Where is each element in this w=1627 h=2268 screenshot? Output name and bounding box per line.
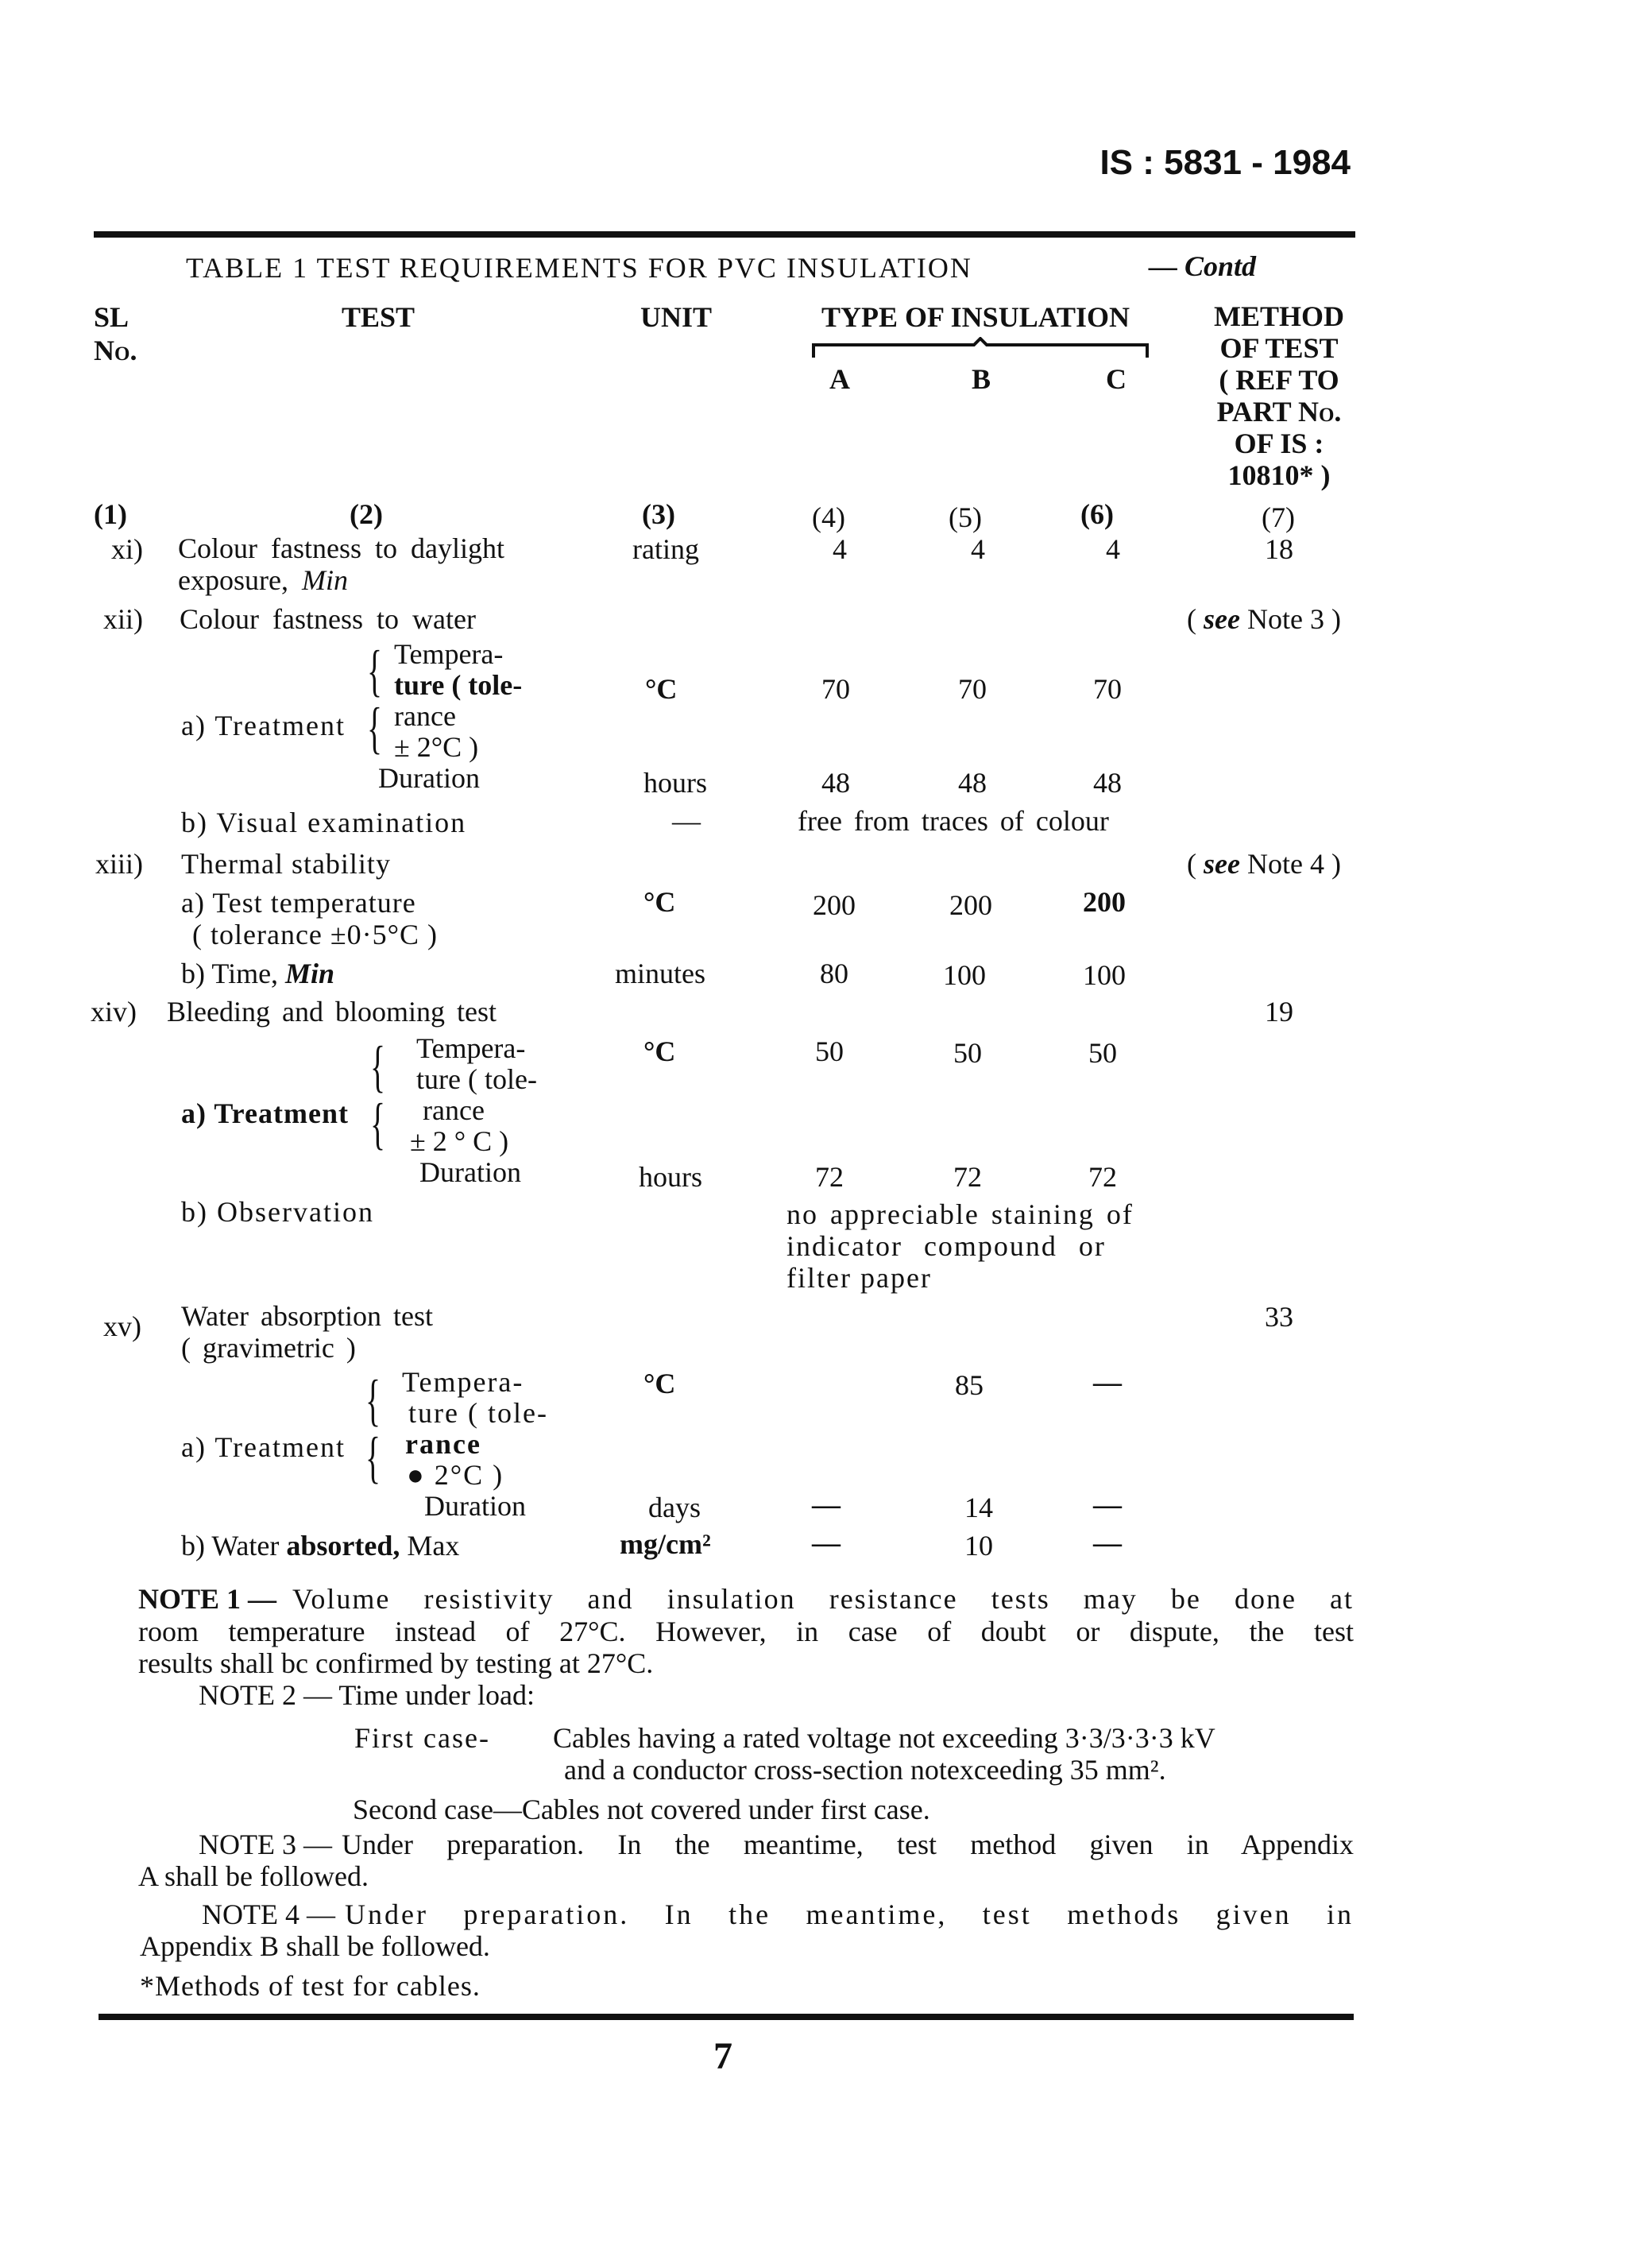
col-head-test: TEST (342, 301, 415, 333)
col-num-7: (7) (1262, 501, 1295, 533)
row-14-dur-unit: hours (639, 1161, 702, 1193)
top-rule (94, 231, 1355, 238)
row-15-dur-unit: days (648, 1492, 701, 1523)
row-15-temp-unit: °C (643, 1368, 676, 1399)
row-13-b-label: b) Time, Min (181, 958, 335, 989)
row-14-brace-lines: Tempera- ture ( tole- rance ± 2 ° C ) Duration (410, 1032, 537, 1188)
row-15-brace: { { (365, 1368, 381, 1489)
col-num-6: (6) (1080, 498, 1114, 530)
page-number: 7 (713, 2035, 732, 2077)
footnote: *Methods of test for cables. (140, 1970, 481, 2002)
col-head-unit: UNIT (640, 301, 713, 333)
standard-id: IS : 5831 - 1984 (1099, 143, 1351, 182)
row-12-b-value: free from traces of colour (798, 805, 1109, 837)
col-num-5: (5) (949, 501, 982, 533)
row-13-b-unit: minutes (615, 958, 705, 989)
row-14-method: 19 (1265, 996, 1293, 1028)
col-head-type-c: C (1106, 363, 1127, 395)
row-15-sl: xv) (103, 1310, 141, 1342)
row-13-b-a: 80 (820, 958, 848, 989)
note-2-first-line-1: Cables having a rated voltage not exceeding 3·3/3·3·3 kV (553, 1722, 1215, 1754)
row-13-sl: xiii) (95, 848, 143, 880)
row-13-b-c: 100 (1083, 959, 1126, 991)
row-14-dur-a: 72 (815, 1161, 844, 1193)
row-11-b: 4 (971, 533, 985, 565)
row-12-dur-a: 48 (821, 767, 850, 799)
row-12-method: ( see Note 3 ) (1187, 603, 1341, 635)
row-14-temp-a: 50 (815, 1035, 844, 1067)
row-12-dur-c: 48 (1093, 767, 1122, 799)
row-15-dur-b: 14 (964, 1492, 993, 1523)
row-11-unit: rating (632, 533, 699, 565)
note-2-first-label: First case- (354, 1722, 490, 1754)
col-head-sl: SL No. (94, 301, 137, 366)
row-15-b-c: — (1093, 1527, 1122, 1558)
row-15-brace-lines: Tempera- ture ( tole- rance ● 2°C ) Duration (402, 1366, 548, 1522)
row-15-temp-c: — (1093, 1366, 1122, 1398)
note-1-line-2: room temperature instead of 27°C. However, in case of doubt or dispute, the test (138, 1616, 1354, 1647)
col-head-type: TYPE OF INSULATION (821, 301, 1130, 333)
row-15-test: Water absorption test ( gravimetric ) (181, 1300, 434, 1364)
row-14-b-value: no appreciable staining of indicator compound or filter paper (786, 1198, 1134, 1294)
col-head-method: METHOD OF TEST ( REF TO PART No. OF IS : 10810* ) (1213, 300, 1344, 491)
bottom-rule (99, 2014, 1354, 2020)
note-1-line-3: results shall bc confirmed by testing at 27°C. (138, 1647, 654, 1679)
note-2: NOTE 2 — Time under load: (199, 1679, 535, 1711)
note-3-line-2: A shall be followed. (138, 1860, 369, 1892)
row-14-dur-b: 72 (953, 1161, 982, 1193)
row-15-b-b: 10 (964, 1530, 993, 1562)
table-caption-contd: — Contd (1149, 250, 1257, 282)
row-12-temp-c: 70 (1093, 673, 1122, 705)
row-15-dur-c: — (1093, 1488, 1122, 1520)
type-group-brace (810, 337, 1150, 361)
table-caption: TABLE 1 TEST REQUIREMENTS FOR PVC INSULATION (186, 252, 972, 284)
row-13-b-b: 100 (943, 959, 986, 991)
row-12-sl: xii) (103, 603, 143, 635)
note-2-first-line-2: and a conductor cross-section notexceeding 35 mm². (564, 1754, 1166, 1786)
row-12-dur-b: 48 (958, 767, 987, 799)
row-15-a-label: a) Treatment (181, 1431, 346, 1463)
row-12-b-label: b) Visual examination (181, 807, 467, 838)
row-14-b-label: b) Observation (181, 1196, 374, 1228)
row-14-test: Bleeding and blooming test (167, 996, 497, 1028)
row-11-method: 18 (1265, 533, 1293, 565)
row-14-temp-c: 50 (1088, 1037, 1117, 1069)
row-11-sl: xi) (111, 533, 143, 565)
row-12-brace-lines: Tempera- ture ( tole- rance ± 2°C ) Duration (378, 638, 523, 794)
row-15-b-label: b) Water absorted, Max (181, 1530, 460, 1562)
row-12-a-label: a) Treatment (181, 710, 346, 741)
row-13-a-a: 200 (813, 889, 856, 921)
row-15-b-a: — (812, 1527, 841, 1558)
row-13-a-b: 200 (949, 889, 992, 921)
row-11-a: 4 (833, 533, 847, 565)
row-14-brace: { { (370, 1035, 386, 1155)
col-head-type-a: A (829, 363, 850, 395)
note-4-line-2: Appendix B shall be followed. (140, 1930, 490, 1962)
row-15-dur-a: — (812, 1488, 841, 1520)
row-11-test: Colour fastness to daylight exposure, Min (178, 532, 504, 596)
col-head-type-b: B (971, 363, 991, 395)
row-12-brace: { { (367, 639, 383, 760)
row-14-sl: xiv) (91, 996, 137, 1028)
note-2-second: Second case—Cables not covered under first case. (353, 1794, 930, 1825)
row-15-temp-b: 85 (955, 1369, 984, 1401)
note-1: NOTE 1 — Volume resistivity and insulation resistance tests may be done at (138, 1583, 1354, 1615)
row-15-b-unit: mg/cm² (620, 1528, 711, 1560)
row-14-temp-b: 50 (953, 1037, 982, 1069)
row-15-method: 33 (1265, 1301, 1293, 1333)
row-13-a-label: a) Test temperature ( tolerance ±0·5°C ) (181, 887, 439, 950)
row-13-a-c: 200 (1083, 886, 1126, 918)
row-13-a-unit: °C (643, 886, 676, 918)
row-11-c: 4 (1106, 533, 1120, 565)
col-num-1: (1) (94, 498, 127, 530)
note-3: NOTE 3 — Under preparation. In the meantime, test method given in Appendix (199, 1829, 1354, 1860)
row-12-test: Colour fastness to water (180, 603, 476, 635)
col-num-4: (4) (812, 501, 845, 533)
col-num-3: (3) (642, 498, 675, 530)
row-13-method: ( see Note 4 ) (1187, 848, 1341, 880)
row-12-temp-a: 70 (821, 673, 850, 705)
note-4: NOTE 4 — Under preparation. In the meantime, test methods given in (202, 1898, 1354, 1930)
row-12-temp-b: 70 (958, 673, 987, 705)
row-12-temp-unit: °C (645, 673, 678, 705)
row-12-dur-unit: hours (643, 767, 707, 799)
row-14-temp-unit: °C (643, 1035, 676, 1067)
row-12-b-unit: — (672, 805, 701, 837)
row-14-dur-c: 72 (1088, 1161, 1117, 1193)
col-num-2: (2) (350, 498, 383, 530)
row-14-a-label: a) Treatment (181, 1097, 349, 1129)
row-13-test: Thermal stability (181, 848, 391, 880)
